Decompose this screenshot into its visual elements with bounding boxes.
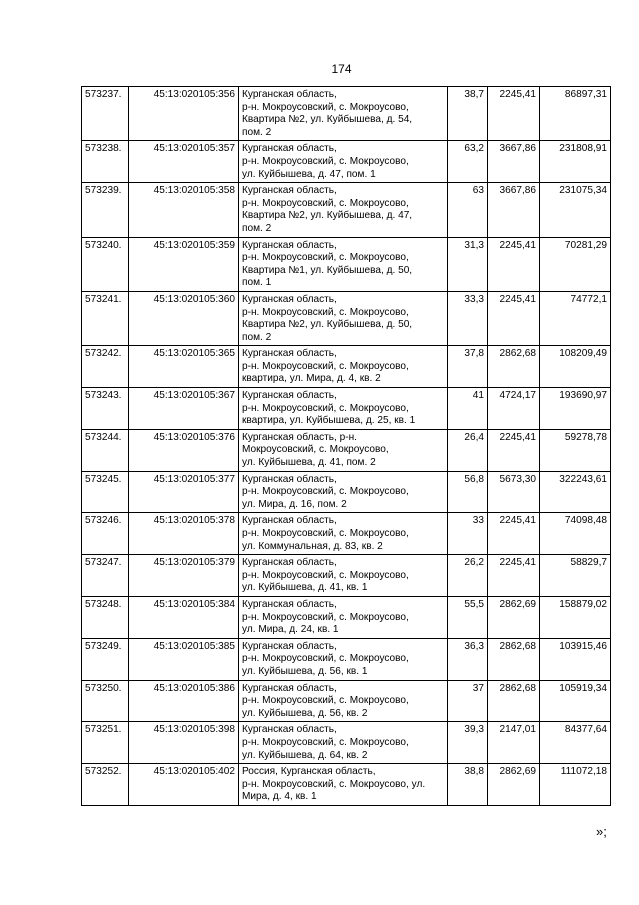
- area-cell: 38,8: [448, 764, 488, 806]
- address-line: Курганская область,: [242, 724, 337, 736]
- cadastral-value-cell: 231075,34: [540, 183, 611, 237]
- address-line: ул. Куйбышева, д. 47, пом. 1: [242, 168, 376, 180]
- cadastral-value-cell: 231808,91: [540, 141, 611, 183]
- unit-value-cell: 2245,41: [488, 429, 540, 471]
- area-cell: 38,7: [448, 87, 488, 141]
- address-line: р-н. Мокроусовский, с. Мокроусово,: [242, 653, 409, 665]
- address-line: ул. Куйбышева, д. 64, кв. 2: [242, 749, 368, 761]
- row-number-cell: 573249.: [82, 638, 129, 680]
- area-cell: 26,4: [448, 429, 488, 471]
- unit-value-cell: 2245,41: [488, 291, 540, 345]
- address-cell: [239, 596, 448, 638]
- address-line: ул. Куйбышева, д. 56, кв. 2: [242, 707, 368, 719]
- cadastral-number-cell: 45:13:020105:402: [129, 764, 239, 806]
- cadastral-number-cell: 45:13:020105:398: [129, 722, 239, 764]
- unit-value-cell: 3667,86: [488, 183, 540, 237]
- table-row: [82, 291, 611, 345]
- unit-value-cell: 2862,68: [488, 638, 540, 680]
- address-line: р-н. Мокроусовский, с. Мокроусово,: [242, 486, 409, 498]
- table-row: [82, 638, 611, 680]
- address-cell: [239, 346, 448, 388]
- cadastral-value-cell: 105919,34: [540, 680, 611, 722]
- row-number-cell: 573239.: [82, 183, 129, 237]
- area-cell: 36,3: [448, 638, 488, 680]
- address-cell: [239, 141, 448, 183]
- unit-value-cell: 2862,68: [488, 346, 540, 388]
- cadastral-value-cell: 111072,18: [540, 764, 611, 806]
- cadastral-number-cell: 45:13:020105:385: [129, 638, 239, 680]
- address-cell: [239, 237, 448, 291]
- row-number-cell: 573243.: [82, 388, 129, 430]
- area-cell: 63,2: [448, 141, 488, 183]
- address-cell: [239, 513, 448, 555]
- row-number-cell: 573242.: [82, 346, 129, 388]
- address-line: р-н. Мокроусовский, с. Мокроусово,: [242, 528, 409, 539]
- address-line: Курганская область,: [242, 640, 337, 652]
- table-row: [82, 680, 611, 722]
- address-line: Курганская область,: [242, 515, 337, 527]
- cadastral-value-cell: 59278,78: [540, 429, 611, 471]
- table-row: [82, 596, 611, 638]
- table-row: [82, 722, 611, 764]
- table-row: [82, 346, 611, 388]
- area-cell: 33: [448, 513, 488, 555]
- cadastral-number-cell: 45:13:020105:367: [129, 388, 239, 430]
- cadastral-value-cell: 108209,49: [540, 346, 611, 388]
- cadastral-value-cell: 74098,48: [540, 513, 611, 555]
- unit-value-cell: 2147,01: [488, 722, 540, 764]
- address-line: пом. 1: [242, 277, 272, 289]
- area-cell: 56,8: [448, 471, 488, 513]
- cadastral-number-cell: 45:13:020105:378: [129, 513, 239, 555]
- table-row: [82, 141, 611, 183]
- closing-quote-mark: »;: [596, 824, 607, 839]
- address-cell: [239, 555, 448, 597]
- row-number-cell: 573248.: [82, 596, 129, 638]
- address-line: пом. 2: [242, 331, 272, 343]
- unit-value-cell: 2862,69: [488, 596, 540, 638]
- address-cell: [239, 429, 448, 471]
- address-line: р-н. Мокроусовский, с. Мокроусово,: [242, 306, 409, 318]
- row-number-cell: 573251.: [82, 722, 129, 764]
- address-line: Курганская область,: [242, 239, 337, 251]
- row-number-cell: 573240.: [82, 237, 129, 291]
- cadastral-value-cell: 322243,61: [540, 471, 611, 513]
- address-line: ул. Куйбышева, д. 41, пом. 2: [242, 457, 376, 469]
- table-row: [82, 471, 611, 513]
- address-line: р-н. Мокроусовский, с. Мокроусово,: [242, 197, 409, 209]
- address-line: р-н. Мокроусовский, с. Мокроусово,: [242, 252, 409, 264]
- address-line: Курганская область,: [242, 682, 337, 694]
- address-line: ул. Коммунальная, д. 83, кв. 2: [242, 540, 383, 552]
- address-line: Курганская область,: [242, 143, 337, 155]
- area-cell: 33,3: [448, 291, 488, 345]
- address-line: Россия, Курганская область,: [242, 766, 376, 778]
- unit-value-cell: 2245,41: [488, 513, 540, 555]
- address-line: Квартира №2, ул. Куйбышева, д. 47,: [242, 210, 413, 222]
- address-line: пом. 2: [242, 222, 272, 234]
- area-cell: 37: [448, 680, 488, 722]
- address-line: Квартира №1, ул. Куйбышева, д. 50,: [242, 264, 413, 276]
- cadastral-value-cell: 86897,31: [540, 87, 611, 141]
- address-line: р-н. Мокроусовский, с. Мокроусово,: [242, 155, 409, 167]
- address-line: пом. 2: [242, 126, 272, 138]
- row-number-cell: 573244.: [82, 429, 129, 471]
- address-line: Квартира №2, ул. Куйбышева, д. 54,: [242, 114, 413, 126]
- address-line: Мира, д. 4, кв. 1: [242, 791, 317, 803]
- cadastral-number-cell: 45:13:020105:359: [129, 237, 239, 291]
- table-row: [82, 555, 611, 597]
- area-cell: 39,3: [448, 722, 488, 764]
- property-registry-table: [81, 86, 611, 806]
- address-line: Мокроусовский, с. Мокроусово,: [242, 444, 389, 456]
- table-row: [82, 237, 611, 291]
- area-cell: 31,3: [448, 237, 488, 291]
- cadastral-value-cell: 103915,46: [540, 638, 611, 680]
- unit-value-cell: 2862,69: [488, 764, 540, 806]
- address-line: Квартира №2, ул. Куйбышева, д. 50,: [242, 319, 413, 331]
- cadastral-number-cell: 45:13:020105:357: [129, 141, 239, 183]
- cadastral-value-cell: 58829,7: [540, 555, 611, 597]
- cadastral-number-cell: 45:13:020105:386: [129, 680, 239, 722]
- row-number-cell: 573250.: [82, 680, 129, 722]
- cadastral-number-cell: 45:13:020105:358: [129, 183, 239, 237]
- unit-value-cell: 2862,68: [488, 680, 540, 722]
- address-line: ул. Куйбышева, д. 56, кв. 1: [242, 665, 368, 677]
- registry-table-body: [82, 87, 611, 806]
- address-line: Курганская область,: [242, 348, 337, 360]
- address-line: Курганская область,: [242, 557, 337, 569]
- address-cell: [239, 764, 448, 806]
- address-line: р-н. Мокроусовский, с. Мокроусово,: [242, 736, 409, 748]
- table-row: [82, 388, 611, 430]
- address-line: Курганская область,: [242, 390, 337, 402]
- address-cell: [239, 638, 448, 680]
- address-line: р-н. Мокроусовский, с. Мокроусово,: [242, 695, 409, 707]
- cadastral-number-cell: 45:13:020105:384: [129, 596, 239, 638]
- table-row: [82, 429, 611, 471]
- address-cell: [239, 291, 448, 345]
- address-line: р-н. Мокроусовский, с. Мокроусово,: [242, 402, 409, 414]
- page-number: 174: [331, 62, 352, 76]
- address-line: Курганская область,: [242, 473, 337, 485]
- address-cell: [239, 87, 448, 141]
- address-line: р-н. Мокроусовский, с. Мокроусово,: [242, 611, 409, 623]
- address-line: Курганская область, р-н.: [242, 431, 357, 443]
- address-line: ул. Куйбышева, д. 41, кв. 1: [242, 582, 368, 594]
- area-cell: 63: [448, 183, 488, 237]
- address-cell: [239, 471, 448, 513]
- address-cell: [239, 722, 448, 764]
- unit-value-cell: 2245,41: [488, 87, 540, 141]
- address-line: р-н. Мокроусовский, с. Мокроусово,: [242, 360, 409, 372]
- address-line: Курганская область,: [242, 185, 337, 197]
- row-number-cell: 573241.: [82, 291, 129, 345]
- table-row: [82, 513, 611, 555]
- cadastral-number-cell: 45:13:020105:377: [129, 471, 239, 513]
- cadastral-number-cell: 45:13:020105:379: [129, 555, 239, 597]
- address-line: ул. Мира, д. 24, кв. 1: [242, 624, 339, 636]
- area-cell: 55,5: [448, 596, 488, 638]
- table-row: [82, 183, 611, 237]
- cadastral-number-cell: 45:13:020105:365: [129, 346, 239, 388]
- address-line: р-н. Мокроусовский, с. Мокроусово, ул.: [242, 778, 426, 790]
- area-cell: 41: [448, 388, 488, 430]
- area-cell: 37,8: [448, 346, 488, 388]
- row-number-cell: 573252.: [82, 764, 129, 806]
- address-line: ул. Мира, д. 16, пом. 2: [242, 498, 347, 510]
- cadastral-value-cell: 193690,97: [540, 388, 611, 430]
- unit-value-cell: 2245,41: [488, 237, 540, 291]
- address-line: квартира, ул. Куйбышева, д. 25, кв. 1: [242, 415, 416, 427]
- table-row: [82, 764, 611, 806]
- cadastral-value-cell: 84377,64: [540, 722, 611, 764]
- unit-value-cell: 4724,17: [488, 388, 540, 430]
- row-number-cell: 573238.: [82, 141, 129, 183]
- row-number-cell: 573237.: [82, 87, 129, 141]
- area-cell: 26,2: [448, 555, 488, 597]
- cadastral-number-cell: 45:13:020105:356: [129, 87, 239, 141]
- unit-value-cell: 2245,41: [488, 555, 540, 597]
- cadastral-number-cell: 45:13:020105:376: [129, 429, 239, 471]
- cadastral-number-cell: 45:13:020105:360: [129, 291, 239, 345]
- row-number-cell: 573247.: [82, 555, 129, 597]
- address-line: Курганская область,: [242, 293, 337, 305]
- address-cell: [239, 183, 448, 237]
- address-line: Курганская область,: [242, 598, 337, 610]
- unit-value-cell: 5673,30: [488, 471, 540, 513]
- cadastral-value-cell: 74772,1: [540, 291, 611, 345]
- address-line: Курганская область,: [242, 89, 337, 100]
- unit-value-cell: 3667,86: [488, 141, 540, 183]
- table-row: [82, 87, 611, 141]
- row-number-cell: 573245.: [82, 471, 129, 513]
- address-line: р-н. Мокроусовский, с. Мокроусово,: [242, 569, 409, 581]
- address-cell: [239, 680, 448, 722]
- cadastral-value-cell: 70281,29: [540, 237, 611, 291]
- address-line: квартира, ул. Мира, д. 4, кв. 2: [242, 373, 381, 385]
- address-line: р-н. Мокроусовский, с. Мокроусово,: [242, 101, 409, 113]
- address-cell: [239, 388, 448, 430]
- cadastral-value-cell: 158879,02: [540, 596, 611, 638]
- row-number-cell: 573246.: [82, 513, 129, 555]
